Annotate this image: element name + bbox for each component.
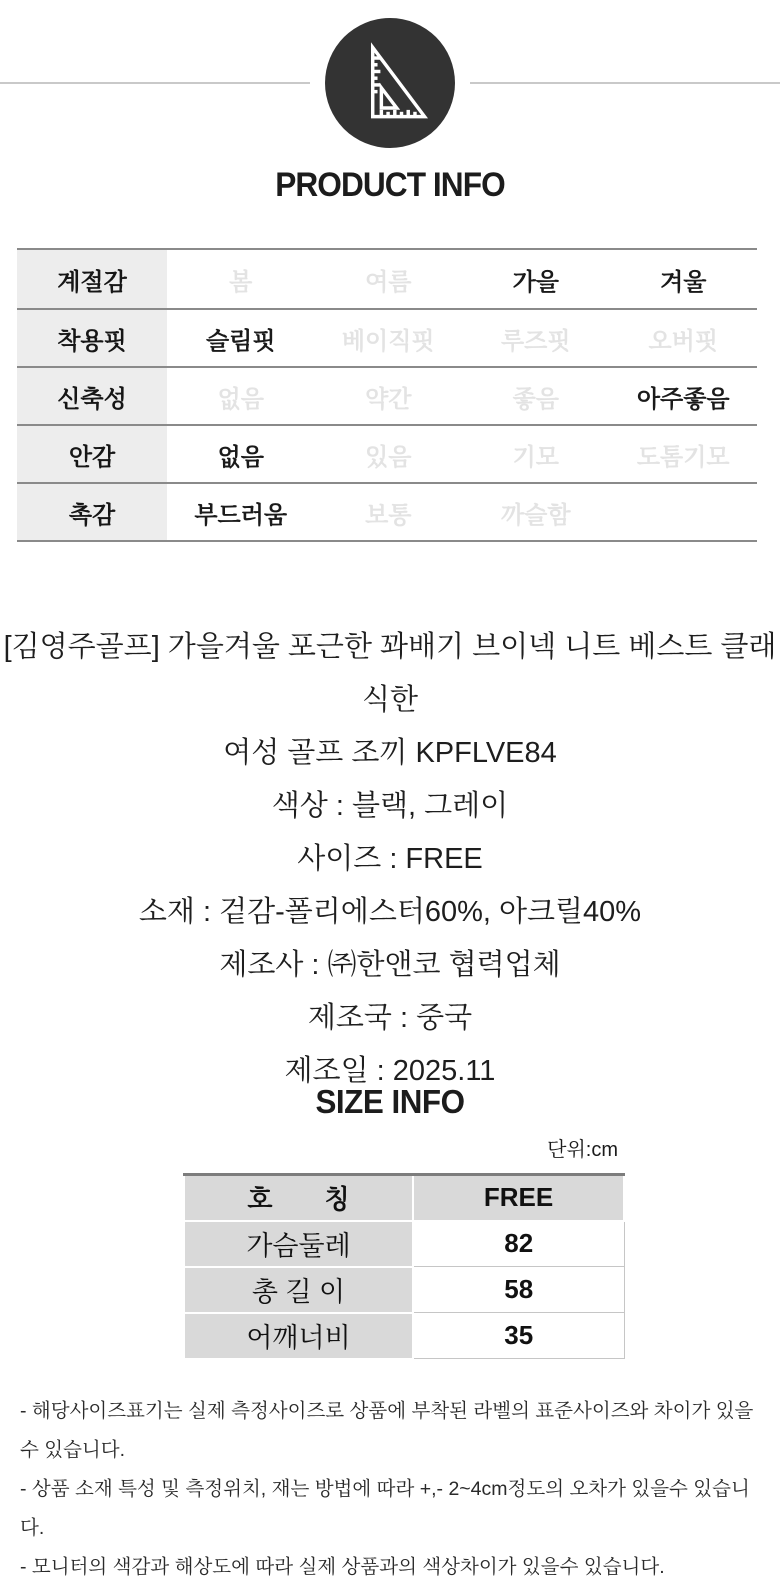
attr-option: 까슬함: [500, 501, 571, 529]
product-country-line: 제조국 : 중국: [307, 1002, 473, 1034]
footer-notes: [20, 1392, 770, 1587]
product-material-line: 소재 : 겉감-폴리에스터60%, 아크릴40%: [138, 896, 642, 928]
attr-option: 기모: [512, 443, 559, 471]
size-info-title: SIZE INFO: [315, 1083, 465, 1120]
size-header-name: 호 칭: [184, 1175, 413, 1221]
attr-option: 여름: [365, 268, 412, 296]
size-label-chest: 가슴둘레: [184, 1221, 413, 1267]
attr-option: 아주좋음: [636, 385, 730, 413]
size-value-shoulder: 35: [413, 1313, 624, 1359]
table-row: [184, 1313, 624, 1359]
attr-options: [167, 310, 757, 366]
set-square-ruler-icon: [325, 18, 455, 148]
product-attribute-table: [17, 248, 757, 542]
table-row: [184, 1221, 624, 1267]
attr-option: 봄: [229, 268, 253, 296]
attr-option: 슬림핏: [205, 327, 276, 355]
attr-option: 있음: [365, 443, 412, 471]
attr-row-lining: [17, 424, 757, 482]
attr-label: 계절감: [17, 250, 167, 308]
set-square-ruler-glyph: [342, 35, 438, 131]
attr-row-season: [17, 250, 757, 308]
product-title-line-1: [김영주골프] 가을겨울 포근한 꽈배기 브이넥 니트 베스트 클래식한: [3, 631, 777, 716]
attr-label: 착용핏: [17, 310, 167, 366]
attr-option: 없음: [217, 443, 264, 471]
page-title: PRODUCT INFO: [275, 166, 505, 204]
note-measure-disclaimer: - 상품 소재 특성 및 측정위치, 재는 방법에 따라 +,- 2~4cm정도의 오차가 있을수 있습니다.: [20, 1478, 750, 1539]
attr-label: 안감: [17, 426, 167, 482]
attr-options: [167, 484, 757, 540]
size-header-free: FREE: [413, 1175, 624, 1221]
attr-option: [610, 484, 758, 540]
product-color-line: 색상 : 블랙, 그레이: [271, 790, 509, 822]
attr-row-fit: [17, 308, 757, 366]
product-date-line: 제조일 : 2025.11: [284, 1055, 496, 1087]
header-divider-left: [0, 82, 310, 84]
attr-option: 오버핏: [648, 327, 719, 355]
product-manufacturer-line: 제조사 : ㈜한앤코 협력업체: [219, 949, 561, 981]
size-table-header-row: [184, 1175, 624, 1221]
size-label-length: 총 길 이: [184, 1267, 413, 1313]
note-size-disclaimer: - 해당사이즈표기는 실제 측정사이즈로 상품에 부착된 라벨의 표준사이즈와 차이가 있을 수 있습니다.: [20, 1400, 754, 1461]
size-label-shoulder: 어깨너비: [184, 1313, 413, 1359]
attr-options: [167, 426, 757, 482]
attr-option: 부드러움: [194, 501, 288, 529]
attr-label: 신축성: [17, 368, 167, 424]
attr-option: 겨울: [660, 268, 707, 296]
size-value-chest: 82: [413, 1221, 624, 1267]
attr-row-stretch: [17, 366, 757, 424]
product-size-line: 사이즈 : FREE: [297, 843, 483, 875]
attr-option: 없음: [217, 385, 264, 413]
attr-options: [167, 250, 757, 308]
attr-option: 도톰기모: [636, 443, 730, 471]
note-color-disclaimer: - 모니터의 색감과 해상도에 따라 실제 상품과의 색상차이가 있을수 있습니다.: [20, 1556, 665, 1578]
attr-label: 촉감: [17, 484, 167, 540]
attr-option: 보통: [365, 501, 412, 529]
attr-options: [167, 368, 757, 424]
header-divider-right: [470, 82, 780, 84]
attr-option: 베이직핏: [341, 327, 435, 355]
unit-label: 단위:cm: [547, 1139, 618, 1161]
attr-option: 좋음: [512, 385, 559, 413]
attr-option: 약간: [365, 385, 412, 413]
product-description: [0, 621, 780, 1098]
attr-option: 가을: [512, 268, 559, 296]
size-value-length: 58: [413, 1267, 624, 1313]
attr-option: 루즈핏: [500, 327, 571, 355]
size-table: [183, 1173, 625, 1360]
product-title-line-2: 여성 골프 조끼 KPFLVE84: [223, 737, 557, 769]
table-row: [184, 1267, 624, 1313]
attr-row-texture: [17, 482, 757, 540]
